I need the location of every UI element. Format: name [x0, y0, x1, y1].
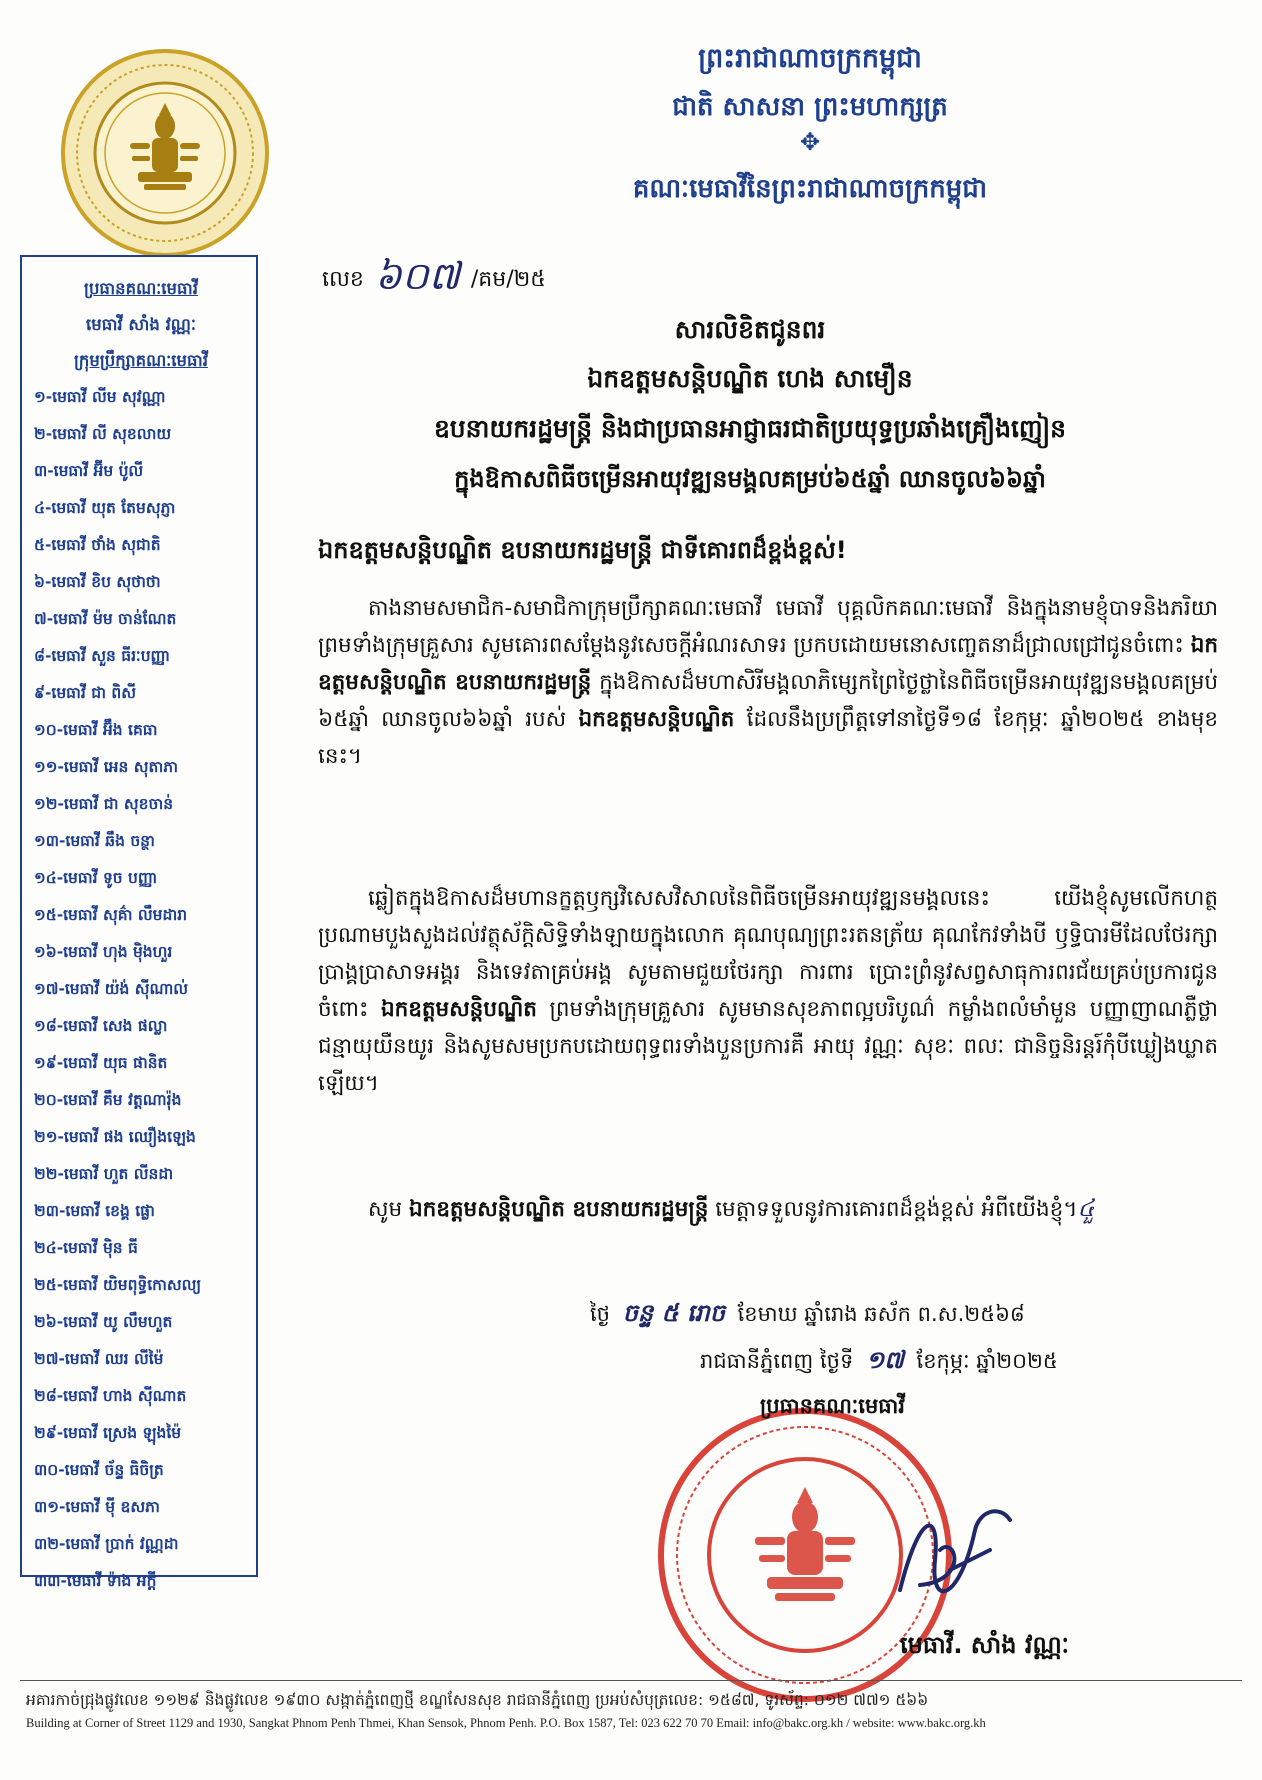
council-member: ១៧-មេធាវី យ៉ង់ ស៊ីណាល់ — [34, 980, 189, 998]
national-motto: ជាតិ សាសនា ព្រះមហាក្សត្រ — [672, 92, 948, 122]
council-member: ៩-មេធាវី ជា ពិសី — [34, 684, 136, 702]
bar-association-logo — [60, 48, 270, 258]
council-member: ១៥-មេធាវី សុគ៌ា លឹមដារា — [34, 906, 188, 924]
initials-mark: ៤ួ — [1077, 1194, 1095, 1222]
solar-date: រាជធានីភ្នំពេញ ថ្ងៃទី ១៧ ខែកុម្ភៈ ឆ្នាំ២០២៥ — [700, 1345, 1058, 1374]
lunar-date: ថ្ងៃ ចន្ទ ៥ រោច ខែមាឃ ឆ្នាំរោង ឆស័ក ព.ស.២៥៦៨ — [590, 1298, 1025, 1327]
reference-suffix: /គម/២៥ — [470, 267, 546, 292]
council-member: ៣៣-មេធាវី ទ៉ាង អក្តី — [34, 1572, 157, 1590]
footer-divider — [20, 1680, 1242, 1681]
council-member: ២៥-មេធាវី យិមពុទ្ធិកោសល្យ — [34, 1276, 202, 1294]
council-member: ៣០-មេធាវី ច័ន្ទ ធិចិត្រ — [34, 1461, 164, 1479]
council-member: ២៨-មេធាវី ហាង ស៊ីណាត — [34, 1387, 187, 1405]
council-member: ២៣-មេធាវី ខេង្គ ផ្លោ — [34, 1202, 155, 1220]
council-member: ១៩-មេធាវី យុធ ផានិត — [34, 1054, 168, 1072]
council-member: ៨-មេធាវី សួន ធីរៈបញ្ញា — [34, 647, 170, 665]
salutation: ឯកឧត្តមសន្តិបណ្ឌិត ឧបនាយករដ្ឋមន្ត្រី ជាទីគោរពដ៏ខ្ពង់ខ្ពស់! — [318, 536, 847, 564]
reference-prefix: លេខ — [322, 267, 364, 292]
president-heading: ប្រធានគណៈមេធាវី — [84, 279, 198, 298]
council-member-list — [34, 379, 248, 1600]
kingdom-title: ព្រះរាជាណាចក្រកម្ពុជា — [698, 43, 922, 74]
letter-title: សារលិខិតជូនពរ — [674, 315, 826, 344]
organization-title: គណៈមេធាវីនៃព្រះរាជាណាចក្រកម្ពុជា — [632, 174, 988, 204]
council-member: ២១-មេធាវី ផង ឈឿងឡេង — [34, 1128, 196, 1146]
council-heading: ក្រុមប្រឹក្សាគណៈមេធាវី — [74, 351, 208, 370]
council-member: ១-មេធាវី លីម សុវណ្ណា — [34, 388, 166, 406]
council-member: ៣១-មេធាវី ម៉ី ឧសភា — [34, 1498, 160, 1516]
council-member: ២២-មេធាវី ហួត លីនដា — [34, 1165, 174, 1183]
solar-day-handwritten: ១៧ — [866, 1345, 904, 1374]
recipient-name: ឯកឧត្តមសន្តិបណ្ឌិត ហេង សាមឿន — [587, 364, 913, 393]
council-member: ១១-មេធាវី អេន សុតាភា — [34, 758, 178, 776]
paragraph-1: តាងនាមសមាជិក-សមាជិកាក្រុមប្រឹក្សាគណៈមេធាវី មេធាវី បុគ្គលិកគណៈមេធាវី និងក្នុងនាមខ្ញុំបាទនិងភរិយា ព្រមទាំងក្រុមគ្រួសារ សូមគោរពសម្តែងនូវសេចក្តីអំណរសាទរ ប្រកបដោយមនោសញ្ចេតនាដ៏ជ្រាលជ្រៅជូនចំពោះ ឯកឧត្តមសន្តិបណ្ឌិត ឧបនាយករដ្ឋមន្ត្រី ក្នុងឱកាសដ៏មហាសិរីមង្គលាភិម្សេកព្រៃថ្ងៃថ្លានៃពិធីចម្រើនអាយុវឌ្ឍនមង្គលគម្រប់ ៦៥ឆ្នាំ ឈានចូល៦៦ឆ្នាំ របស់ ឯកឧត្តមសន្តិបណ្ឌិត ដែលនឹងប្រព្រឹត្តទៅនាថ្ងៃទី១៨ ខែកុម្ភៈ ឆ្នាំ២០២៥ ខាងមុខនេះ។ — [318, 596, 1218, 769]
council-member: ៣២-មេធាវី ប្រាក់ វណ្ណដា — [34, 1535, 179, 1553]
paragraph-3: សូម ឯកឧត្តមសន្តិបណ្ឌិត ឧបនាយករដ្ឋមន្ត្រី មេត្តាទទួលនូវការគោរពដ៏ខ្ពង់ខ្ពស់ អំពីយើងខ្ញុំ។៤ួ — [368, 1194, 1095, 1222]
signer-title: ប្រធានគណៈមេធាវី — [760, 1394, 905, 1418]
council-member: ១៨-មេធាវី សេង ផល្លា — [34, 1017, 168, 1035]
council-member: ៦-មេធាវី ខិប សុថាថា — [34, 573, 161, 591]
footer-address-english: Building at Corner of Street 1129 and 1930, Sangkat Phnom Penh Thmei, Khan Sensok, Phnom Penh. P.O. Box 1587, Tel: 023 622 70 70 Email: info@bakc.org.kh / website: www.bakc.org.kh — [26, 1716, 986, 1730]
handwritten-signature — [880, 1490, 1030, 1610]
council-member: ២៤-មេធាវី ម៉ិន ធី — [34, 1239, 138, 1257]
reference-number — [322, 252, 546, 308]
council-member: ១៣-មេធាវី ឆឹង ចន្ថា — [34, 832, 155, 850]
council-member: ១៦-មេធាវី ហុង ម៉ិងហួរ — [34, 943, 173, 961]
council-member: ២៩-មេធាវី ស្រេង ឡុងម៉ៃ — [34, 1424, 182, 1442]
paragraph-2: ឆ្លៀតក្នុងឱកាសដ៏មហានក្ខត្តឫក្សវិសេសវិសាលនៃពិធីចម្រើនអាយុវឌ្ឍនមង្គលនេះ យើងខ្ញុំសូមលើកហត្ថប្រណាមបួងសួងដល់វត្ថុស័ក្តិសិទ្ធិទាំងឡាយក្នុងលោក គុណបុណ្យព្រះរតនត្រ័យ គុណកែវទាំងបី ឫទ្ធិបារមីដែលថែរក្សាប្រាង្គប្រាសាទអង្គរ និងទេវតាគ្រប់អង្គ សូមតាមជួយថែរក្សា ការពារ ប្រោះព្រំនូវសព្វសាធុការពរជ័យគ្រប់ប្រការជូនចំពោះ ឯកឧត្តមសន្តិបណ្ឌិត ព្រមទាំងក្រុមគ្រួសារ សូមមានសុខភាពល្អបរិបូណ៌ កម្លាំងពលំមាំមួន បញ្ញាញាណភ្លឺថ្លា ជន្មាយុយឺនយូរ និងសូមសមប្រកបដោយពុទ្ធពរទាំងបួនប្រការគឺ អាយុ វណ្ណៈ សុខៈ ពលៈ ជានិច្ចនិរន្តរ៍កុំបីឃ្លៀងឃ្លាតឡើយ។ — [318, 886, 1218, 1096]
recipient-position: ឧបនាយករដ្ឋមន្ត្រី និងជាប្រធានអាជ្ញាធរជាតិប្រយុទ្ធប្រឆាំងគ្រឿងញៀន — [433, 414, 1067, 443]
council-member: ២០-មេធាវី គឹម វត្តណារ៉ុង — [34, 1091, 182, 1109]
council-member: ៥-មេធាវី ថាំង សុជាតិ — [34, 536, 161, 554]
council-member: ១៤-មេធាវី ទូច បញ្ញា — [34, 869, 158, 887]
council-member: ៤-មេធាវី យុត តែមសុភ្ញា — [34, 499, 176, 517]
lunar-date-handwritten: ចន្ទ ៥ រោច — [622, 1298, 725, 1327]
council-member: ២-មេធាវី លី សុខលាយ — [34, 425, 172, 443]
council-member: ២៦-មេធាវី យូ លឹមហួត — [34, 1313, 173, 1331]
council-member: ១០-មេធាវី អ៊ឹង គេធា — [34, 721, 158, 739]
ornament-icon: ✥ — [799, 128, 821, 156]
council-member: ៧-មេធាវី ម៉ម ចាន់ណែត — [34, 610, 177, 628]
reference-handwritten-number: ៦០៧ — [374, 254, 460, 298]
occasion-line: ក្នុងឱកាសពិធីចម្រើនអាយុវឌ្ឍនមង្គលគម្រប់៦៥ឆ្នាំ ឈានចូល៦៦ឆ្នាំ — [454, 465, 1046, 493]
council-member: ២៧-មេធាវី ឈរ លីម៉ៃ — [34, 1350, 164, 1368]
footer-address-khmer: អគារកាច់ជ្រុងផ្លូវលេខ ១១២៩ និងផ្លូវលេខ ១៩៣០ សង្កាត់ភ្នំពេញថ្មី ខណ្ឌសែនសុខ រាជធានីភ្នំពេញ ប្រអប់សំបុត្រលេខ: ១៥៨៧, ទូរស័ព្ទ: ០១២ ៧៧១ ៥៦៦ — [26, 1691, 929, 1709]
signer-name: មេធាវី. សាំង វណ្ណៈ — [900, 1631, 1070, 1659]
president-name: មេធាវី សាំង វណ្ណៈ — [86, 315, 196, 334]
council-sidebar — [20, 255, 258, 1590]
council-member: ៣-មេធាវី អ៊ីម ប៉ូលី — [34, 462, 144, 480]
council-member: ១២-មេធាវី ជា សុខចាន់ — [34, 795, 174, 813]
